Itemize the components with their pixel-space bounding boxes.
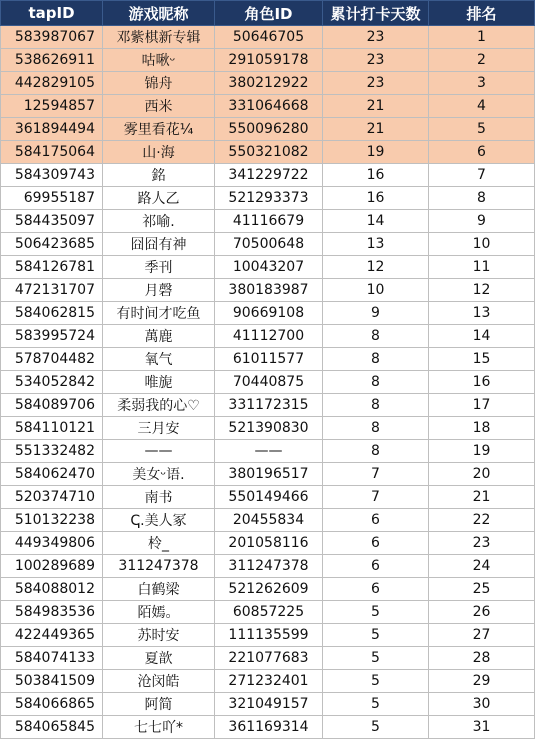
cell-nickname[interactable]: 祁喻. — [103, 210, 215, 233]
cell-tapid[interactable]: 584066865 — [1, 693, 103, 716]
cell-role-id[interactable]: 341229722 — [215, 164, 323, 187]
cell-checkin-days[interactable]: 21 — [323, 95, 429, 118]
cell-tapid[interactable]: 584175064 — [1, 141, 103, 164]
cell-nickname[interactable]: 陌嫣。 — [103, 601, 215, 624]
cell-nickname[interactable]: 咕啾ᵕ — [103, 49, 215, 72]
column-header-checkin-days[interactable]: 累计打卡天数 — [323, 1, 429, 26]
cell-tapid[interactable]: 584088012 — [1, 578, 103, 601]
cell-rank[interactable]: 30 — [429, 693, 535, 716]
cell-checkin-days[interactable]: 6 — [323, 578, 429, 601]
cell-role-id[interactable]: 550096280 — [215, 118, 323, 141]
cell-rank[interactable]: 9 — [429, 210, 535, 233]
cell-role-id[interactable]: 521293373 — [215, 187, 323, 210]
table-row[interactable] — [1, 693, 535, 716]
cell-checkin-days[interactable]: 5 — [323, 624, 429, 647]
cell-checkin-days[interactable]: 6 — [323, 532, 429, 555]
cell-nickname[interactable]: 路人乙 — [103, 187, 215, 210]
cell-nickname[interactable]: 沧闵皓 — [103, 670, 215, 693]
cell-tapid[interactable]: 422449365 — [1, 624, 103, 647]
cell-nickname[interactable]: 南书 — [103, 486, 215, 509]
cell-nickname[interactable]: 白鹤梁 — [103, 578, 215, 601]
cell-rank[interactable]: 23 — [429, 532, 535, 555]
cell-tapid[interactable]: 520374710 — [1, 486, 103, 509]
table-row[interactable] — [1, 624, 535, 647]
cell-tapid[interactable]: 584062470 — [1, 463, 103, 486]
cell-tapid[interactable]: 472131707 — [1, 279, 103, 302]
cell-rank[interactable]: 8 — [429, 187, 535, 210]
cell-nickname[interactable]: 阿简 — [103, 693, 215, 716]
cell-tapid[interactable]: 584309743 — [1, 164, 103, 187]
cell-tapid[interactable]: 584110121 — [1, 417, 103, 440]
cell-role-id[interactable]: 50646705 — [215, 26, 323, 49]
cell-checkin-days[interactable]: 10 — [323, 279, 429, 302]
cell-nickname[interactable]: 夏歆 — [103, 647, 215, 670]
cell-checkin-days[interactable]: 23 — [323, 26, 429, 49]
cell-role-id[interactable]: 521262609 — [215, 578, 323, 601]
cell-tapid[interactable]: 584126781 — [1, 256, 103, 279]
cell-role-id[interactable]: 331172315 — [215, 394, 323, 417]
cell-checkin-days[interactable]: 23 — [323, 72, 429, 95]
table-row[interactable] — [1, 716, 535, 739]
cell-rank[interactable]: 22 — [429, 509, 535, 532]
cell-checkin-days[interactable]: 5 — [323, 693, 429, 716]
cell-tapid[interactable]: 583995724 — [1, 325, 103, 348]
cell-tapid[interactable]: 510132238 — [1, 509, 103, 532]
header-row — [1, 1, 535, 26]
cell-nickname[interactable]: 七七吖* — [103, 716, 215, 739]
cell-checkin-days[interactable]: 6 — [323, 555, 429, 578]
cell-checkin-days[interactable]: 5 — [323, 601, 429, 624]
cell-rank[interactable]: 4 — [429, 95, 535, 118]
table-row[interactable] — [1, 325, 535, 348]
cell-rank[interactable]: 6 — [429, 141, 535, 164]
table-row[interactable] — [1, 187, 535, 210]
table-row[interactable] — [1, 118, 535, 141]
cell-checkin-days[interactable]: 19 — [323, 141, 429, 164]
cell-rank[interactable]: 5 — [429, 118, 535, 141]
cell-role-id[interactable]: 20455834 — [215, 509, 323, 532]
cell-nickname[interactable]: 三月安 — [103, 417, 215, 440]
cell-checkin-days[interactable]: 23 — [323, 49, 429, 72]
cell-rank[interactable]: 20 — [429, 463, 535, 486]
cell-role-id[interactable]: 361169314 — [215, 716, 323, 739]
table-row[interactable] — [1, 509, 535, 532]
cell-role-id[interactable]: 221077683 — [215, 647, 323, 670]
cell-tapid[interactable]: 503841509 — [1, 670, 103, 693]
cell-nickname[interactable]: 山·海 — [103, 141, 215, 164]
cell-nickname[interactable]: 季刊 — [103, 256, 215, 279]
cell-role-id[interactable]: 90669108 — [215, 302, 323, 325]
cell-nickname[interactable]: 柃_ — [103, 532, 215, 555]
cell-role-id[interactable]: 380183987 — [215, 279, 323, 302]
table-row[interactable] — [1, 578, 535, 601]
cell-role-id[interactable]: 380196517 — [215, 463, 323, 486]
cell-nickname[interactable]: ↅ.美人冢 — [103, 509, 215, 532]
cell-nickname[interactable]: 氧气 — [103, 348, 215, 371]
cell-role-id[interactable]: 271232401 — [215, 670, 323, 693]
table-row[interactable] — [1, 348, 535, 371]
cell-role-id[interactable]: —— — [215, 440, 323, 463]
cell-role-id[interactable]: 550321082 — [215, 141, 323, 164]
cell-nickname[interactable]: 銘 — [103, 164, 215, 187]
table-row[interactable] — [1, 26, 535, 49]
cell-rank[interactable]: 1 — [429, 26, 535, 49]
cell-tapid[interactable]: 100289689 — [1, 555, 103, 578]
table-row[interactable] — [1, 164, 535, 187]
cell-tapid[interactable]: 449349806 — [1, 532, 103, 555]
cell-tapid[interactable]: 584983536 — [1, 601, 103, 624]
cell-tapid[interactable]: 584062815 — [1, 302, 103, 325]
column-header-tapid[interactable]: tapID — [1, 1, 103, 26]
table-row[interactable] — [1, 371, 535, 394]
table-row[interactable] — [1, 49, 535, 72]
cell-rank[interactable]: 10 — [429, 233, 535, 256]
cell-role-id[interactable]: 41112700 — [215, 325, 323, 348]
table-row[interactable] — [1, 555, 535, 578]
cell-rank[interactable]: 24 — [429, 555, 535, 578]
cell-checkin-days[interactable]: 8 — [323, 394, 429, 417]
table-row[interactable] — [1, 233, 535, 256]
cell-role-id[interactable]: 111135599 — [215, 624, 323, 647]
cell-rank[interactable]: 29 — [429, 670, 535, 693]
cell-rank[interactable]: 16 — [429, 371, 535, 394]
cell-nickname[interactable]: 西米 — [103, 95, 215, 118]
cell-role-id[interactable]: 10043207 — [215, 256, 323, 279]
table-row[interactable] — [1, 417, 535, 440]
cell-checkin-days[interactable]: 8 — [323, 348, 429, 371]
cell-rank[interactable]: 27 — [429, 624, 535, 647]
table-row[interactable] — [1, 532, 535, 555]
cell-tapid[interactable]: 12594857 — [1, 95, 103, 118]
table-row[interactable] — [1, 210, 535, 233]
cell-checkin-days[interactable]: 8 — [323, 371, 429, 394]
table-row[interactable] — [1, 256, 535, 279]
cell-checkin-days[interactable]: 8 — [323, 417, 429, 440]
table-body — [1, 26, 535, 739]
cell-checkin-days[interactable]: 16 — [323, 164, 429, 187]
cell-role-id[interactable]: 321049157 — [215, 693, 323, 716]
cell-role-id[interactable]: 291059178 — [215, 49, 323, 72]
cell-nickname[interactable]: 美女ᵕ语. — [103, 463, 215, 486]
cell-rank[interactable]: 21 — [429, 486, 535, 509]
cell-role-id[interactable]: 331064668 — [215, 95, 323, 118]
cell-tapid[interactable]: 584435097 — [1, 210, 103, 233]
table-row[interactable] — [1, 302, 535, 325]
cell-nickname[interactable]: 月磬 — [103, 279, 215, 302]
column-header-rank[interactable]: 排名 — [429, 1, 535, 26]
cell-rank[interactable]: 28 — [429, 647, 535, 670]
cell-tapid[interactable]: 506423685 — [1, 233, 103, 256]
table-row[interactable] — [1, 601, 535, 624]
cell-checkin-days[interactable]: 5 — [323, 647, 429, 670]
cell-checkin-days[interactable]: 5 — [323, 670, 429, 693]
cell-checkin-days[interactable]: 6 — [323, 509, 429, 532]
table-header — [1, 1, 535, 26]
cell-role-id[interactable]: 380212922 — [215, 72, 323, 95]
table-row[interactable] — [1, 95, 535, 118]
cell-role-id[interactable]: 521390830 — [215, 417, 323, 440]
cell-rank[interactable]: 17 — [429, 394, 535, 417]
cell-role-id[interactable]: 70500648 — [215, 233, 323, 256]
cell-rank[interactable]: 11 — [429, 256, 535, 279]
cell-tapid[interactable]: 584065845 — [1, 716, 103, 739]
cell-checkin-days[interactable]: 8 — [323, 440, 429, 463]
cell-rank[interactable]: 15 — [429, 348, 535, 371]
cell-nickname[interactable]: 有时间才吃鱼 — [103, 302, 215, 325]
cell-nickname[interactable]: 邓紫棋新专辑 — [103, 26, 215, 49]
cell-nickname[interactable]: 锦舟 — [103, 72, 215, 95]
table-row[interactable] — [1, 440, 535, 463]
cell-rank[interactable]: 12 — [429, 279, 535, 302]
cell-role-id[interactable]: 550149466 — [215, 486, 323, 509]
cell-nickname[interactable]: 苏时安 — [103, 624, 215, 647]
cell-nickname[interactable]: 311247378 — [103, 555, 215, 578]
cell-checkin-days[interactable]: 21 — [323, 118, 429, 141]
cell-role-id[interactable]: 201058116 — [215, 532, 323, 555]
cell-tapid[interactable]: 442829105 — [1, 72, 103, 95]
cell-rank[interactable]: 25 — [429, 578, 535, 601]
cell-role-id[interactable]: 311247378 — [215, 555, 323, 578]
cell-tapid[interactable]: 578704482 — [1, 348, 103, 371]
cell-role-id[interactable]: 60857225 — [215, 601, 323, 624]
cell-checkin-days[interactable]: 16 — [323, 187, 429, 210]
cell-checkin-days[interactable]: 12 — [323, 256, 429, 279]
table-row[interactable] — [1, 141, 535, 164]
cell-tapid[interactable]: 361894494 — [1, 118, 103, 141]
column-header-role-id[interactable]: 角色ID — [215, 1, 323, 26]
cell-tapid[interactable]: 584089706 — [1, 394, 103, 417]
table-row[interactable] — [1, 279, 535, 302]
cell-rank[interactable]: 7 — [429, 164, 535, 187]
cell-rank[interactable]: 14 — [429, 325, 535, 348]
cell-rank[interactable]: 31 — [429, 716, 535, 739]
cell-tapid[interactable]: 551332482 — [1, 440, 103, 463]
cell-checkin-days[interactable]: 9 — [323, 302, 429, 325]
cell-role-id[interactable]: 41116679 — [215, 210, 323, 233]
table-row[interactable] — [1, 463, 535, 486]
table-row[interactable] — [1, 670, 535, 693]
cell-tapid[interactable]: 583987067 — [1, 26, 103, 49]
cell-rank[interactable]: 19 — [429, 440, 535, 463]
cell-rank[interactable]: 3 — [429, 72, 535, 95]
cell-role-id[interactable]: 61011577 — [215, 348, 323, 371]
column-header-nickname[interactable]: 游戏昵称 — [103, 1, 215, 26]
cell-nickname[interactable]: —— — [103, 440, 215, 463]
cell-checkin-days[interactable]: 7 — [323, 486, 429, 509]
cell-tapid[interactable]: 69955187 — [1, 187, 103, 210]
cell-nickname[interactable]: 囧囧有神 — [103, 233, 215, 256]
cell-nickname[interactable]: 雾里看花¼ — [103, 118, 215, 141]
table-row[interactable] — [1, 647, 535, 670]
cell-rank[interactable]: 2 — [429, 49, 535, 72]
cell-nickname[interactable]: 唯旎 — [103, 371, 215, 394]
cell-nickname[interactable]: 萬鹿 — [103, 325, 215, 348]
cell-checkin-days[interactable]: 5 — [323, 716, 429, 739]
cell-checkin-days[interactable]: 8 — [323, 325, 429, 348]
cell-checkin-days[interactable]: 13 — [323, 233, 429, 256]
cell-checkin-days[interactable]: 7 — [323, 463, 429, 486]
table-row[interactable] — [1, 486, 535, 509]
cell-nickname[interactable]: 柔弱我的心♡ — [103, 394, 215, 417]
cell-tapid[interactable]: 534052842 — [1, 371, 103, 394]
cell-tapid[interactable]: 584074133 — [1, 647, 103, 670]
cell-role-id[interactable]: 70440875 — [215, 371, 323, 394]
table-row[interactable] — [1, 394, 535, 417]
cell-rank[interactable]: 26 — [429, 601, 535, 624]
cell-tapid[interactable]: 538626911 — [1, 49, 103, 72]
table-row[interactable] — [1, 72, 535, 95]
cell-rank[interactable]: 13 — [429, 302, 535, 325]
cell-checkin-days[interactable]: 14 — [323, 210, 429, 233]
cell-rank[interactable]: 18 — [429, 417, 535, 440]
